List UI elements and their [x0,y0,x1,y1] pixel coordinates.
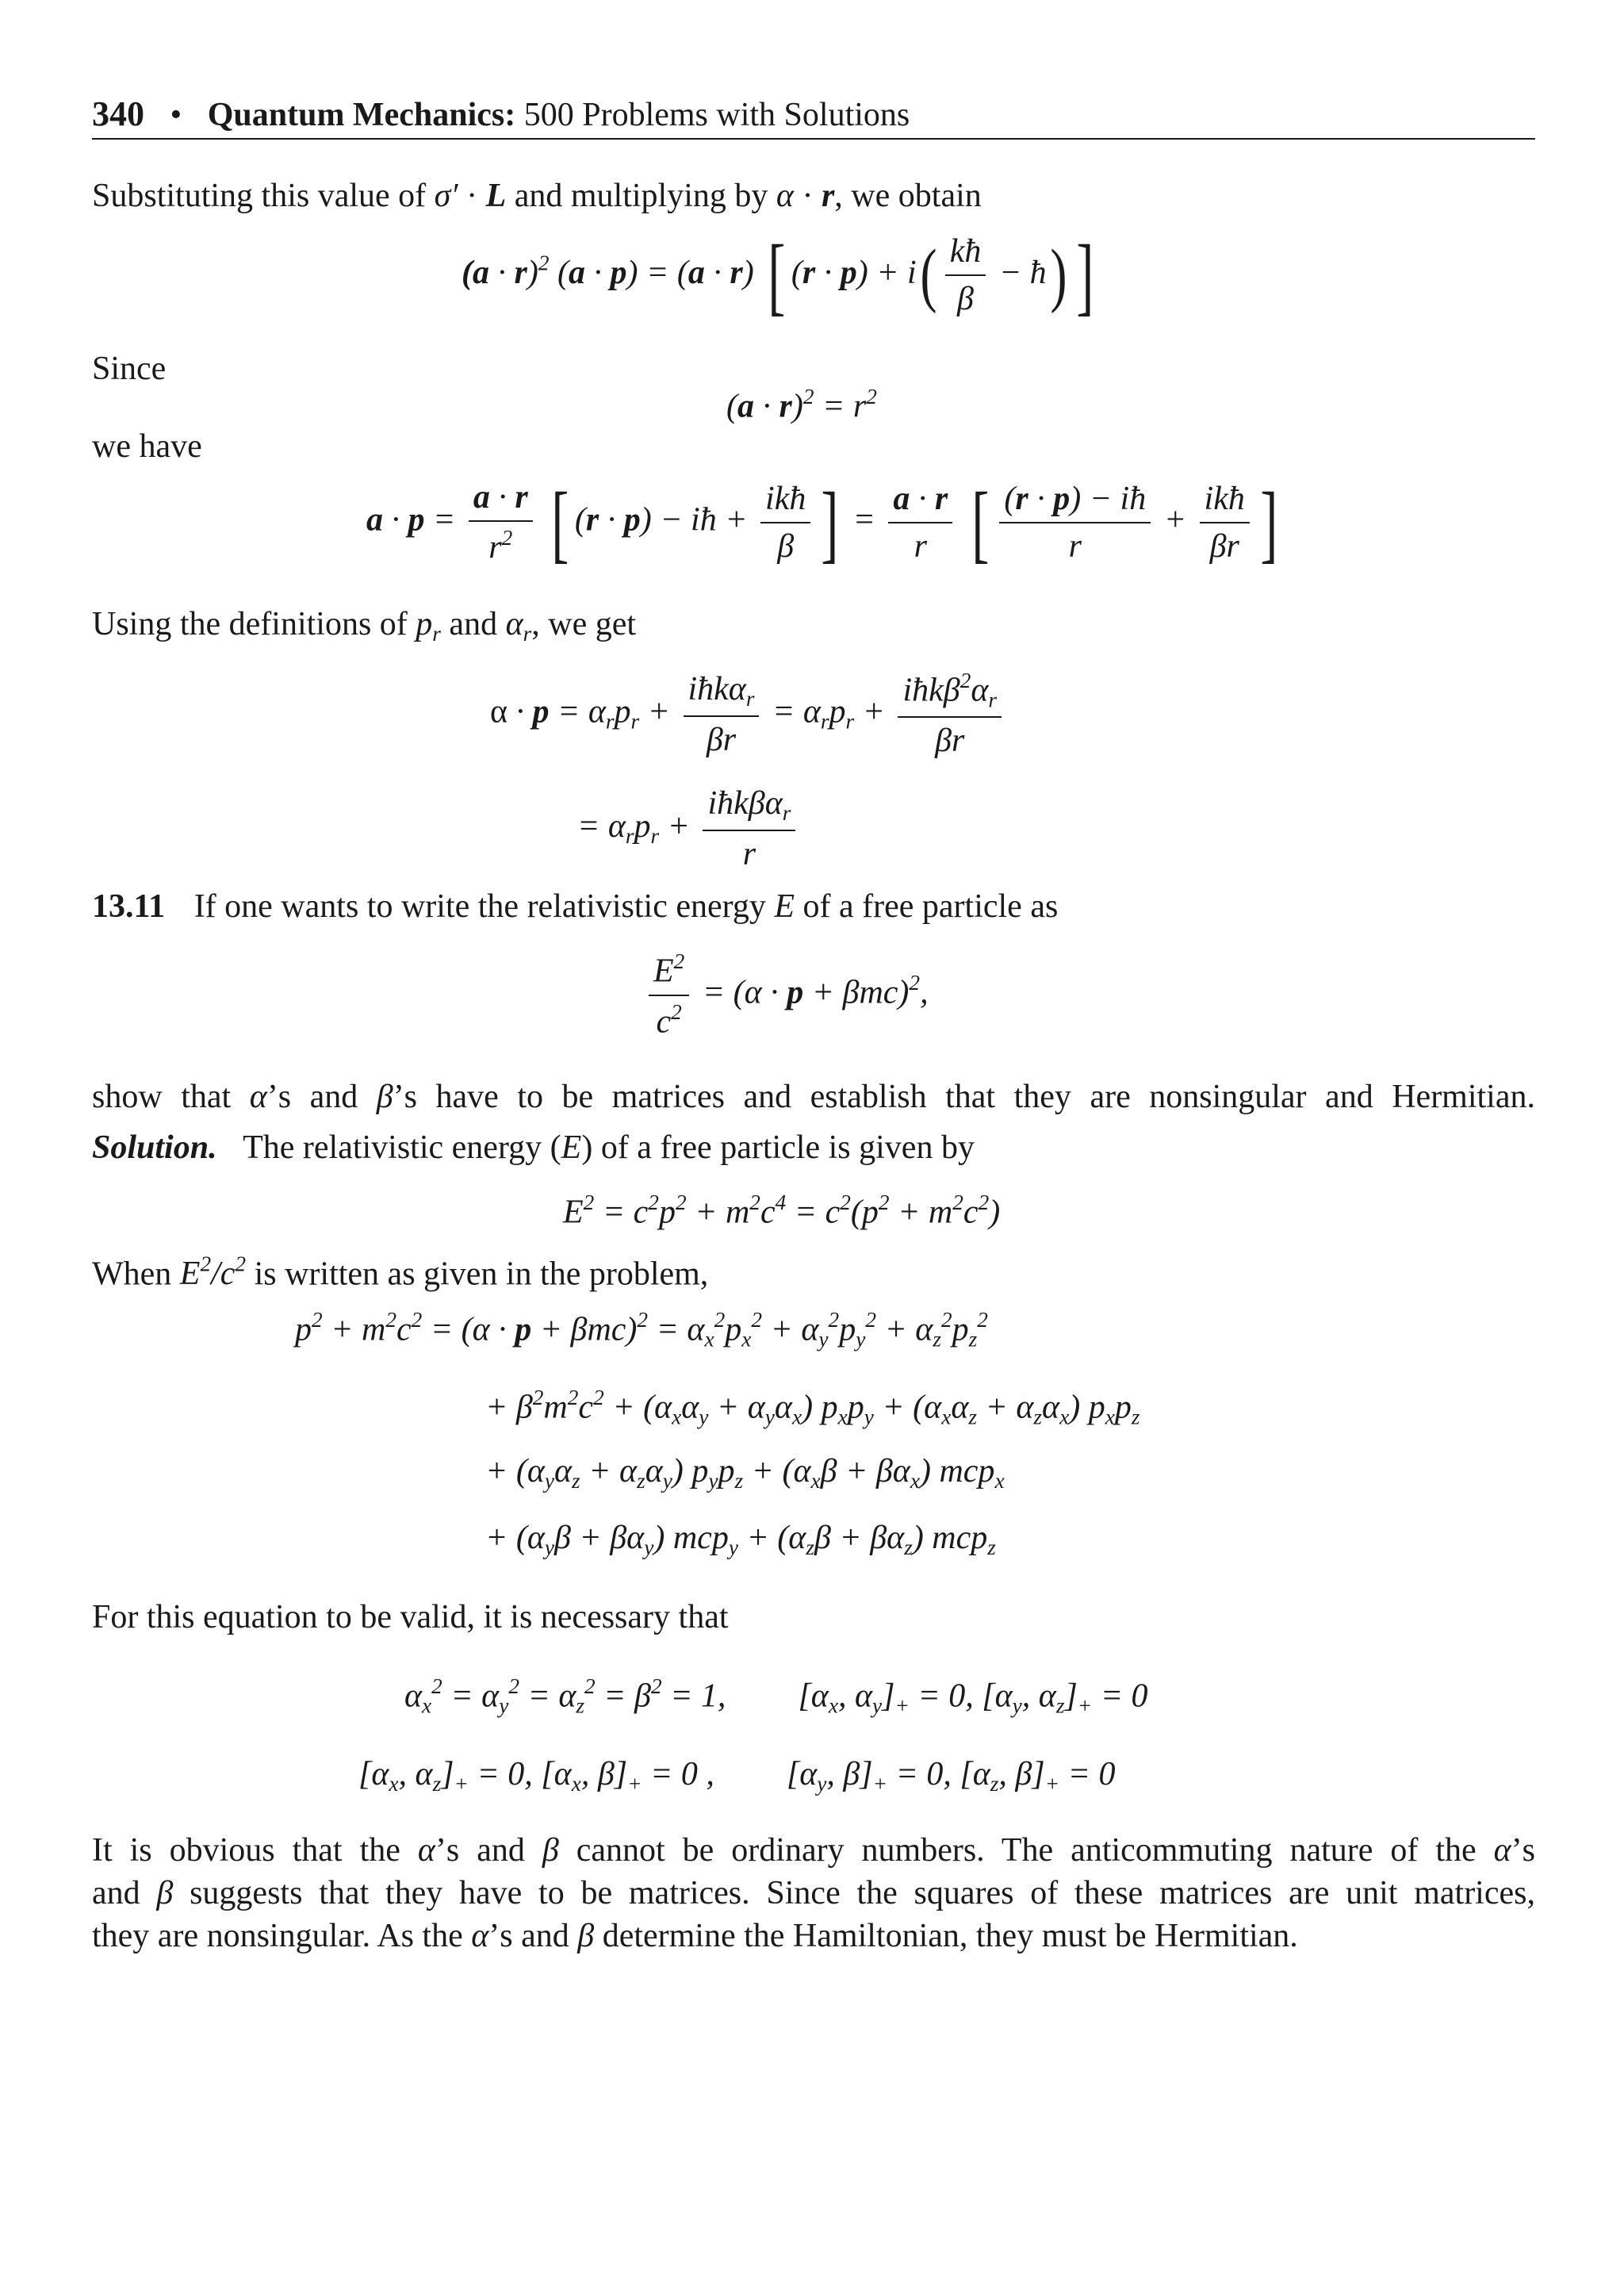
equation-13: [$\alpha_x$, $\alpha_z]_+ = 0$, [$\alpha_x$, $\beta]_+ = 0$ , [$\alpha_y$, $\beta]_+ = 0$, [$\alpha_z$, $\beta]_+ = 0$ [358,1756,1116,1796]
text-for-valid: For this equation to be valid, it is necessary that [92,1599,729,1635]
solution-line: Solution. The relativistic energy (E) of a free particle is given by [92,1129,975,1166]
problem-13-11: 13.11 If one wants to write the relativistic energy E of a free particle as [92,888,1059,925]
problem-number: 13.11 [92,888,166,925]
text-since: Since [92,351,167,387]
equation-11: + $(\alpha_y\beta + \beta\alpha_y) mcp_y + (\alpha_z\beta + \beta\alpha_z)$ mcp$_z$ [485,1520,996,1560]
text-substituting: Substituting this value of σ′ · L and multiplying by α · r, we obtain [92,178,982,214]
solution-label: Solution. [92,1129,217,1166]
equation-2: $(a \cdot r)^2 = r^2$ [726,385,877,425]
equation-3: a · p = $\frac{a \cdot r}{r^2}$ [ (r · p) − iħ + $\frac{\text{ikħ}}{\beta}$ ] = $\frac{a \cdot r}{r}$ [ $\frac{(r \cdot p) - iħ}{r}$ + $\frac{\text{ikħ}}{\beta r}$ ] [366,474,1278,572]
text-when-written: When $E^2/c^2$ is written as given in the problem, [92,1252,709,1293]
equation-5: = $\alpha_rp_r$ + $\frac{iħk\beta\alpha_r}{r}$ [577,784,800,874]
page-number: 340 [92,94,144,133]
book-title: Quantum Mechanics: [207,97,516,133]
equation-10: + $(\alpha_y\alpha_z + \alpha_z\alpha_y) p_yp_z + (\alpha_x\beta + \beta\alpha_x)$ mcp$_x$ [485,1453,1005,1493]
equation-7: $E^2 = c^2p^2 + m^2c^4 = c^2(p^2 + m^2c^2)$ [563,1190,1001,1231]
equation-9: + $\beta^2m^2c^2 + (\alpha_x\alpha_y + \alpha_y\alpha_x) p_xp_y + (\alpha_x\alpha_z + \alpha_z\alpha_x)$ $p_xp_z$ [485,1386,1140,1429]
book-subtitle: 500 Problems with Solutions [523,97,910,133]
equation-12: $\alpha_x^2 = \alpha_y^2 = \alpha_z^2 = \beta^2 = 1$, [$\alpha_x$, $\alpha_y]_+ = 0$, [$\alpha_y$, $\alpha_z]_+ = 0$ [404,1674,1148,1718]
text-show-that: show that α’s and β’s have to be matrices and establish that they are nonsingular and Hermitian. [92,1079,1535,1115]
header-bullet: • [170,97,182,133]
equation-8: $p^2 + m^2c^2 = (\alpha \cdot p + \beta mc)^2 = \alpha_x^2p_x^2 + \alpha_y^2p_y^2 + \alpha_z^2p_z^2$ [295,1308,988,1351]
text-we-have: we have [92,428,202,465]
header-rule [92,138,1535,140]
conclusion-paragraph: It is obvious that the α’s and β cannot be ordinary numbers. The anticommuting nature of the α’s and β suggests that they have to be matrices. Since the squares of these matrices are unit matrices, they are nonsingular. As the α’s and β determine the Hamiltonian, they must be Hermitian. [92,1832,1535,1954]
equation-4: $\alpha \cdot p = \alpha_rp_r$ + $\frac{iħk\alpha_r}{\beta r}$ = $\alpha_rp_r$ + $\frac{iħk\beta^2\alpha_r}{\beta r}$ [490,668,1006,761]
equation-1: $(a \cdot r)^2$ (a · p) = (a · r) [ (r · p) + i( $\frac{kħ}{\beta}$ − ħ) ] [462,227,1094,324]
equation-6: $\frac{E^2}{c^2}$ = $(\alpha \cdot p + \beta mc)^2$, [644,949,929,1042]
text-using-definitions: Using the definitions of $p_r$ and $\alpha_r$, we get [92,606,637,646]
running-header [92,94,910,136]
